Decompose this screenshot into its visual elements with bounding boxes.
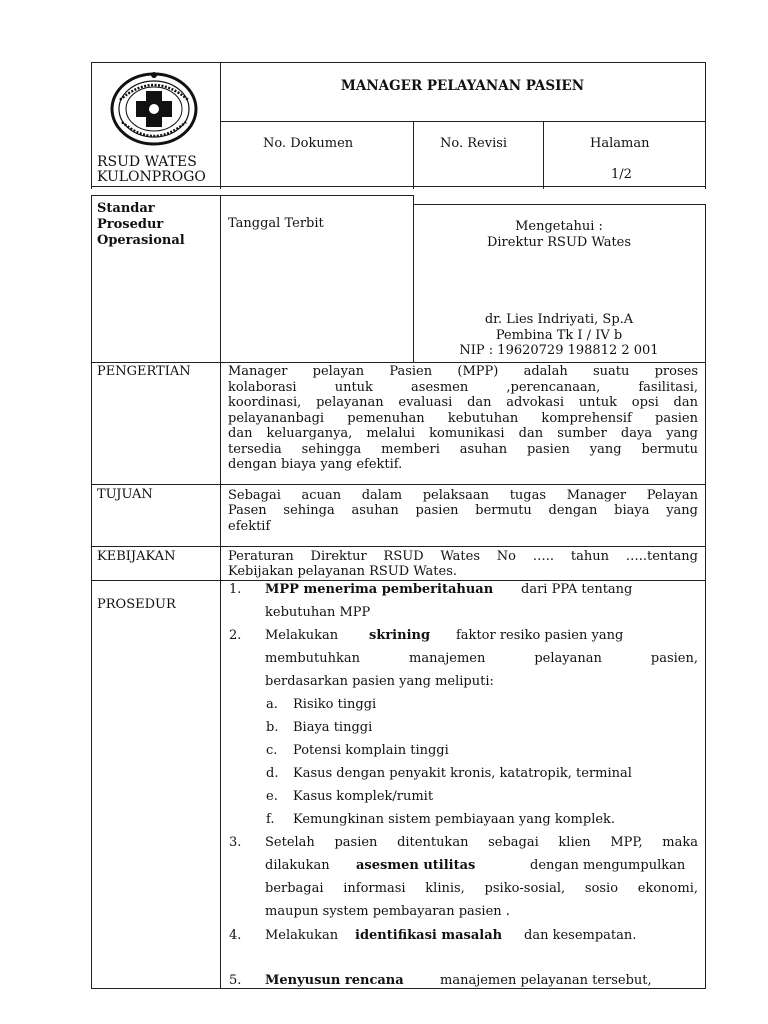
step3-line3: berbagai informasi klinis, psiko-sosial, sosio ekonomi,: [265, 881, 698, 896]
tujuan-line: Pasen sehinga asuhan pasien bermutu dengan biaya yang: [228, 503, 698, 518]
step3-line4: maupun system pembayaran pasien .: [265, 904, 510, 919]
no-dokumen-label: No. Dokumen: [263, 136, 354, 151]
rsud-logo-icon: [108, 70, 200, 148]
sub-item-text: Kemungkinan sistem pembiayaan yang komplek.: [293, 812, 616, 827]
table-left-border: [91, 62, 92, 189]
sub-item-letter: d.: [266, 766, 279, 781]
pengertian-bottom-border: [91, 484, 705, 485]
table-right-border-lower: [705, 204, 706, 989]
step4-bold: identifikasi masalah: [355, 928, 503, 943]
step2-line2: membutuhkan manajemen pelayanan pasien,: [265, 651, 698, 666]
pengertian-line: Manager pelayan Pasien (MPP) adalah suatu proses: [228, 364, 698, 379]
org-name-line2: KULONPROGO: [97, 169, 206, 185]
org-name-line1: RSUD WATES: [97, 154, 197, 170]
step2-bold: skrining: [369, 628, 431, 643]
direktur-label: Direktur RSUD Wates: [486, 235, 632, 250]
pengertian-line: pelayananbagi pemenuhan kebutuhan komprehensif pasien: [228, 411, 698, 426]
kebijakan-label: KEBIJAKAN: [97, 549, 176, 564]
sub-item-text: Kasus komplek/rumit: [293, 789, 434, 804]
sub-item-letter: f.: [266, 812, 275, 827]
halaman-value: 1/2: [611, 167, 632, 182]
tujuan-bottom-border: [91, 546, 705, 547]
tujuan-line: Sebagai acuan dalam pelaksaan tugas Manager Pelayan: [228, 488, 698, 503]
step5-bold: Menyusun rencana: [265, 973, 404, 988]
approval-top-border: [413, 204, 705, 205]
sub-item-letter: a.: [266, 697, 278, 712]
step3-pre: dilakukan: [265, 858, 330, 873]
step1-rest: dari PPA tentang: [521, 582, 633, 597]
sub-item-text: Risiko tinggi: [293, 697, 377, 712]
step5-rest: manajemen pelayanan tersebut,: [440, 973, 652, 988]
step3-line1: Setelah pasien ditentukan sebagai klien MPP, maka: [265, 835, 698, 850]
signer-name: dr. Lies Indriyati, Sp.A: [484, 312, 634, 327]
sub-item-letter: e.: [266, 789, 278, 804]
table-right-border: [705, 62, 706, 189]
halaman-label: Halaman: [590, 136, 650, 151]
kebijakan-line: Peraturan Direktur RSUD Wates No ….. tahun …..tentang: [228, 549, 698, 564]
step2-rest: faktor resiko pasien yang: [456, 628, 624, 643]
sub-item-text: Kasus dengan penyakit kronis, katatropik, terminal: [293, 766, 632, 781]
step4-rest: dan kesempatan.: [524, 928, 637, 943]
header-title-divider: [220, 121, 705, 122]
prosedur-label: PROSEDUR: [97, 597, 176, 612]
step1-bold: MPP menerima pemberitahuan: [265, 582, 494, 597]
table-left-border-lower: [91, 195, 92, 989]
halaman-column-divider: [543, 121, 544, 189]
signer-rank: Pembina Tk I / IV b: [495, 328, 623, 343]
step1-line2: kebutuhan MPP: [265, 605, 371, 620]
pengertian-line: dan keluarganya, melalui komunikasi dan sumber daya yang: [228, 426, 698, 441]
header-bottom-border: [91, 186, 705, 187]
step-number: 3.: [229, 835, 242, 850]
tujuan-label: TUJUAN: [97, 487, 153, 502]
table-top-border: [91, 62, 705, 63]
revisi-column-divider: [413, 121, 414, 189]
label-column-divider-lower: [220, 195, 221, 989]
sub-item-text: Potensi komplain tinggi: [293, 743, 449, 758]
pengertian-label: PENGERTIAN: [97, 364, 191, 379]
kebijakan-line: Kebijakan pelayanan RSUD Wates.: [228, 564, 458, 579]
document-title: MANAGER PELAYANAN PASIEN: [340, 78, 585, 94]
sub-item-text: Biaya tinggi: [293, 720, 373, 735]
pengertian-line: koordinasi, pelayanan evaluasi dan advokasi untuk opsi dan: [228, 395, 698, 410]
sop-label-line2: Prosedur: [97, 217, 164, 232]
kebijakan-bottom-border: [91, 580, 705, 581]
step2-pre: Melakukan: [265, 628, 339, 643]
sop-label-line3: Operasional: [97, 233, 185, 248]
step4-pre: Melakukan: [265, 928, 339, 943]
sub-item-letter: b.: [266, 720, 279, 735]
pengertian-line: dengan biaya yang efektif.: [228, 457, 403, 472]
step-number: 1.: [229, 582, 242, 597]
mengetahui-label: Mengetahui :: [515, 219, 603, 234]
no-revisi-label: No. Revisi: [440, 136, 508, 151]
sub-item-letter: c.: [266, 743, 278, 758]
table-bottom-border: [91, 988, 705, 989]
signer-nip: NIP : 19620729 198812 2 001: [459, 343, 659, 358]
step-number: 5.: [229, 973, 242, 988]
tujuan-line: efektif: [228, 519, 271, 534]
step-number: 4.: [229, 928, 242, 943]
pengertian-line: tersedia sehingga memberi asuhan pasien yang bermutu: [228, 442, 698, 457]
sop-bottom-border: [91, 362, 705, 363]
pengertian-line: kolaborasi untuk asesmen ,perencanaan, fasilitasi,: [228, 380, 698, 395]
step-number: 2.: [229, 628, 242, 643]
step2-line3: berdasarkan pasien yang meliputi:: [265, 674, 494, 689]
step3-rest: dengan mengumpulkan: [530, 858, 686, 873]
sop-top-border: [91, 195, 413, 196]
tanggal-terbit-label: Tanggal Terbit: [228, 216, 324, 231]
sop-label-line1: Standar: [97, 201, 155, 216]
step3-bold: asesmen utilitas: [356, 858, 476, 873]
